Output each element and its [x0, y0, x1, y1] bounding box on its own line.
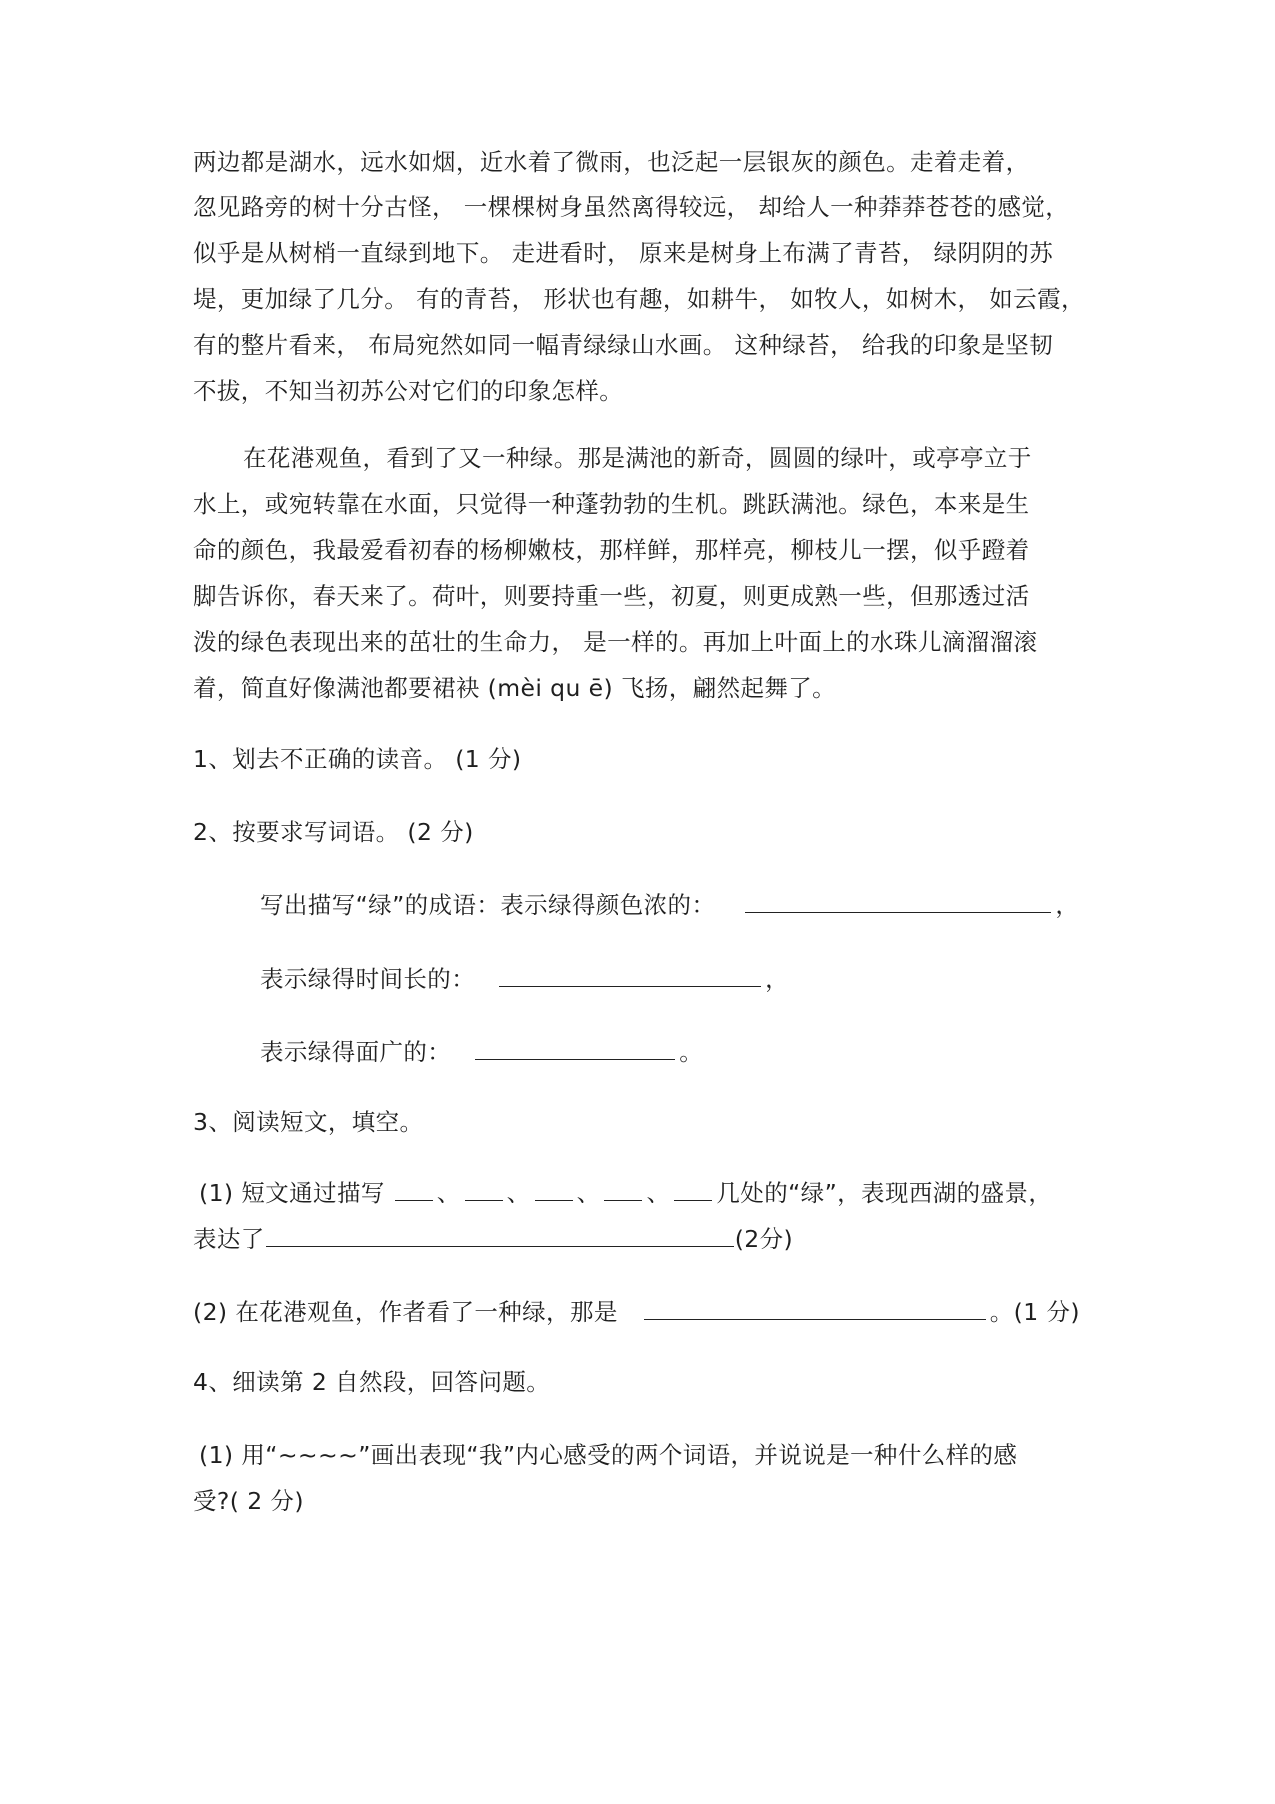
paragraph2-line-5: 泼的绿色表现出来的茁壮的生命力， 是一样的。再加上叶面上的水珠儿滴溜溜滚: [193, 628, 1038, 656]
question-2-row-2-punct: ，: [765, 965, 790, 993]
question-2-row-3: [260, 1035, 703, 1069]
paragraph1-line-2: 忽见路旁的树十分古怪， 一棵棵树身虽然离得较远， 却给人一种莽莽苍苍的感觉，: [193, 193, 1070, 221]
question-4-1-line-1: (1) 用“~~~~”画出表现“我”内心感受的两个词语，并说说是一种什么样的感: [199, 1441, 1018, 1469]
answer-blank-place-4[interactable]: [604, 1176, 642, 1201]
answer-blank-green-type[interactable]: [644, 1295, 986, 1320]
question-2-row-2: [260, 962, 789, 996]
paragraph1-line-5: 有的整片看来， 布局宛然如同一幅青绿绿山水画。 这种绿苔， 给我的印象是坚韧: [193, 331, 1054, 359]
answer-blank-dense-green[interactable]: [745, 888, 1051, 913]
answer-blank-place-2[interactable]: [465, 1176, 503, 1201]
question-3-1-label: (1) 短文通过描写: [199, 1179, 385, 1207]
question-3-2: [193, 1295, 1080, 1329]
answer-blank-expressed[interactable]: [266, 1222, 734, 1247]
paragraph1-line-6: 不拔，不知当初苏公对它们的印象怎样。: [193, 377, 624, 405]
question-2: 2、按要求写词语。 (2 分): [193, 818, 474, 846]
answer-blank-place-3[interactable]: [535, 1176, 573, 1201]
question-3: 3、阅读短文，填空。: [193, 1108, 424, 1136]
paragraph2-line-6: 着，简直好像满池都要裙袂 (mèi qu ē) 飞扬，翩然起舞了。: [193, 674, 837, 702]
question-3-1-row-1: [199, 1176, 1052, 1210]
paragraph2-line-1: 在花港观鱼，看到了又一种绿。那是满池的新奇，圆圆的绿叶，或亭亭立于: [243, 444, 1032, 472]
paragraph2-line-2: 水上，或宛转靠在水面，只觉得一种蓬勃勃的生机。跳跃满池。绿色，本来是生: [193, 490, 1030, 518]
paragraph1-line-1: 两边都是湖水，远水如烟，近水着了微雨，也泛起一层银灰的颜色。走着走着，: [193, 148, 1030, 176]
question-3-2-label: (2) 在花港观鱼，作者看了一种绿，那是: [193, 1298, 618, 1326]
question-3-1-row-2: [193, 1222, 793, 1256]
question-1: 1、划去不正确的读音。 (1 分): [193, 745, 522, 773]
separator-1: 、: [436, 1179, 461, 1207]
question-2-row-1: [260, 888, 1079, 922]
answer-blank-long-green[interactable]: [499, 962, 761, 987]
question-2-row-2-label: 表示绿得时间长的：: [260, 965, 476, 993]
question-2-row-3-label: 表示绿得面广的：: [260, 1038, 452, 1066]
paragraph2-line-3: 命的颜色，我最爱看初春的杨柳嫩枝，那样鲜，那样亮，柳枝儿一摆，似乎蹬着: [193, 536, 1030, 564]
paragraph2-line-4: 脚告诉你，春天来了。荷叶，则要持重一些，初夏，则更成熟一些，但那透过活: [193, 582, 1030, 610]
question-4-1-line-2: 受?( 2 分): [193, 1487, 304, 1515]
question-3-1-tail: 几处的“绿”，表现西湖的盛景，: [716, 1179, 1053, 1207]
question-3-2-score: 。(1 分): [989, 1298, 1080, 1326]
separator-4: 、: [646, 1179, 671, 1207]
question-4: 4、细读第 2 自然段，回答问题。: [193, 1368, 551, 1396]
paragraph1-line-4: 堤，更加绿了几分。 有的青苔， 形状也有趣，如耕牛， 如牧人，如树木， 如云霞，: [193, 285, 1085, 313]
question-3-1-row-2-label: 表达了: [193, 1225, 265, 1253]
question-2-row-3-punct: 。: [679, 1038, 704, 1066]
question-3-1-score: (2分): [734, 1225, 794, 1253]
question-2-row-1-punct: ，: [1055, 891, 1080, 919]
answer-blank-place-1[interactable]: [395, 1176, 433, 1201]
answer-blank-place-5[interactable]: [674, 1176, 712, 1201]
separator-3: 、: [576, 1179, 601, 1207]
answer-blank-wide-green[interactable]: [475, 1035, 675, 1060]
separator-2: 、: [506, 1179, 531, 1207]
paragraph1-line-3: 似乎是从树梢一直绿到地下。 走进看时， 原来是树身上布满了青苔， 绿阴阴的苏: [193, 239, 1054, 267]
question-2-row-1-label: 写出描写“绿”的成语：表示绿得颜色浓的：: [260, 891, 716, 919]
